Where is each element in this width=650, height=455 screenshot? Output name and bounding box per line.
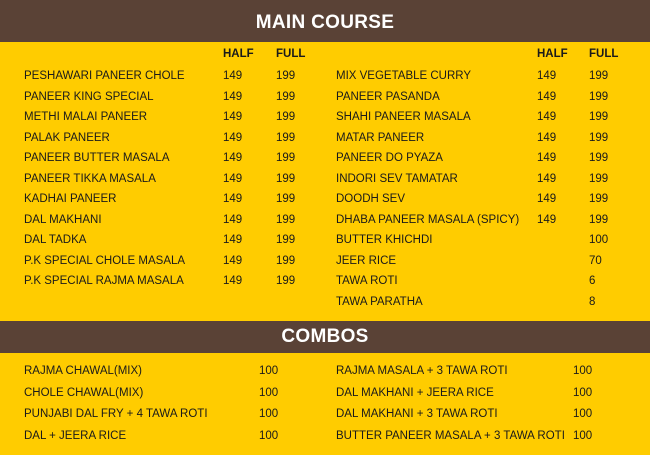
combo-price: 100 xyxy=(573,365,593,377)
combo-name: DAL + JEERA RICE xyxy=(24,429,127,442)
half-price: 149 xyxy=(537,172,557,185)
combo-price: 100 xyxy=(259,386,279,399)
item-name: PALAK PANEER xyxy=(24,131,110,144)
combo-price: 100 xyxy=(259,365,279,377)
full-price: 199 xyxy=(589,70,609,82)
item-name: DAL MAKHANI xyxy=(24,213,102,226)
half-price: 149 xyxy=(223,234,243,246)
full-price: 199 xyxy=(276,131,296,144)
half-price: 149 xyxy=(223,111,243,123)
item-name: DHABA PANEER MASALA (SPICY) xyxy=(336,213,520,226)
half-header-left: HALF xyxy=(223,48,254,60)
full-price: 199 xyxy=(276,213,296,226)
menu-item xyxy=(0,230,650,251)
combo-price: 100 xyxy=(573,386,593,399)
item-name: PANEER PASANDA xyxy=(336,90,440,103)
item-name: SHAHI PANEER MASALA xyxy=(336,111,471,123)
full-price: 199 xyxy=(276,234,296,246)
menu-item xyxy=(0,426,650,448)
full-price: 199 xyxy=(276,90,296,103)
main-course-title: MAIN COURSE xyxy=(0,0,650,42)
half-price: 149 xyxy=(537,90,557,103)
combo-name: RAJMA CHAWAL(MIX) xyxy=(24,365,142,377)
menu-item xyxy=(0,148,650,169)
item-name: MATAR PANEER xyxy=(336,131,425,144)
combos-title: COMBOS xyxy=(0,321,650,353)
combo-name: BUTTER PANEER MASALA + 3 TAWA ROTI xyxy=(336,429,565,442)
half-price: 149 xyxy=(223,152,243,164)
menu-item xyxy=(0,66,650,87)
main-course-right-list xyxy=(0,66,650,312)
full-price: 100 xyxy=(589,234,609,246)
half-price: 149 xyxy=(223,70,243,82)
item-name: TAWA ROTI xyxy=(336,275,398,287)
full-price: 199 xyxy=(276,193,296,205)
half-price: 149 xyxy=(537,131,557,144)
item-name: METHI MALAI PANEER xyxy=(24,111,148,123)
item-name: PESHAWARI PANEER CHOLE xyxy=(24,70,185,82)
full-price: 6 xyxy=(589,275,596,287)
item-name: TAWA PARATHA xyxy=(336,295,423,308)
combo-price: 100 xyxy=(573,429,593,442)
menu-item xyxy=(0,128,650,149)
full-price: 199 xyxy=(276,172,296,185)
menu-item xyxy=(0,87,650,108)
menu-item xyxy=(0,210,650,231)
half-price: 149 xyxy=(223,131,243,144)
half-price: 149 xyxy=(537,213,557,226)
combo-name: PUNJABI DAL FRY + 4 TAWA ROTI xyxy=(24,408,208,420)
full-price: 199 xyxy=(589,90,609,103)
item-name: KADHAI PANEER xyxy=(24,193,117,205)
half-price: 149 xyxy=(537,193,557,205)
half-price: 149 xyxy=(223,193,243,205)
menu-item xyxy=(0,107,650,128)
item-name: PANEER DO PYAZA xyxy=(336,152,443,164)
full-price: 199 xyxy=(276,152,296,164)
item-name: PANEER KING SPECIAL xyxy=(24,90,154,103)
full-price: 199 xyxy=(589,193,609,205)
half-price: 149 xyxy=(537,152,557,164)
combos-right-list xyxy=(0,361,650,447)
item-name: INDORI SEV TAMATAR xyxy=(336,172,458,185)
item-name: P.K SPECIAL RAJMA MASALA xyxy=(24,275,184,287)
half-price: 149 xyxy=(223,90,243,103)
full-price: 199 xyxy=(276,275,296,287)
menu-item xyxy=(0,404,650,426)
full-header-left: FULL xyxy=(276,48,306,60)
full-header-right: FULL xyxy=(589,48,619,60)
half-header-right: HALF xyxy=(537,48,568,60)
combo-name: CHOLE CHAWAL(MIX) xyxy=(24,386,144,399)
combo-name: RAJMA MASALA + 3 TAWA ROTI xyxy=(336,365,508,377)
full-price: 199 xyxy=(589,213,609,226)
full-price: 70 xyxy=(589,254,602,267)
menu-item xyxy=(0,292,650,313)
combo-name: DAL MAKHANI + JEERA RICE xyxy=(336,386,494,399)
full-price: 199 xyxy=(276,111,296,123)
half-price: 149 xyxy=(537,111,557,123)
full-price: 199 xyxy=(276,254,296,267)
menu-item xyxy=(0,169,650,190)
menu-item xyxy=(0,383,650,405)
item-name: BUTTER KHICHDI xyxy=(336,234,433,246)
full-price: 199 xyxy=(589,111,609,123)
half-price: 149 xyxy=(223,275,243,287)
full-price: 8 xyxy=(589,295,596,308)
menu-item xyxy=(0,189,650,210)
half-price: 149 xyxy=(223,213,243,226)
combo-name: DAL MAKHANI + 3 TAWA ROTI xyxy=(336,408,498,420)
combo-price: 100 xyxy=(259,408,279,420)
half-price: 149 xyxy=(537,70,557,82)
menu-item xyxy=(0,271,650,292)
item-name: JEER RICE xyxy=(336,254,397,267)
menu-item xyxy=(0,361,650,383)
item-name: PANEER BUTTER MASALA xyxy=(24,152,170,164)
combo-price: 100 xyxy=(573,408,593,420)
item-name: MIX VEGETABLE CURRY xyxy=(336,70,472,82)
full-price: 199 xyxy=(589,131,609,144)
item-name: P.K SPECIAL CHOLE MASALA xyxy=(24,254,186,267)
full-price: 199 xyxy=(276,70,296,82)
item-name: PANEER TIKKA MASALA xyxy=(24,172,156,185)
full-price: 199 xyxy=(589,172,609,185)
item-name: DAL TADKA xyxy=(24,234,87,246)
combo-price: 100 xyxy=(259,429,279,442)
half-price: 149 xyxy=(223,254,243,267)
menu-item xyxy=(0,251,650,272)
item-name: DOODH SEV xyxy=(336,193,406,205)
half-price: 149 xyxy=(223,172,243,185)
full-price: 199 xyxy=(589,152,609,164)
